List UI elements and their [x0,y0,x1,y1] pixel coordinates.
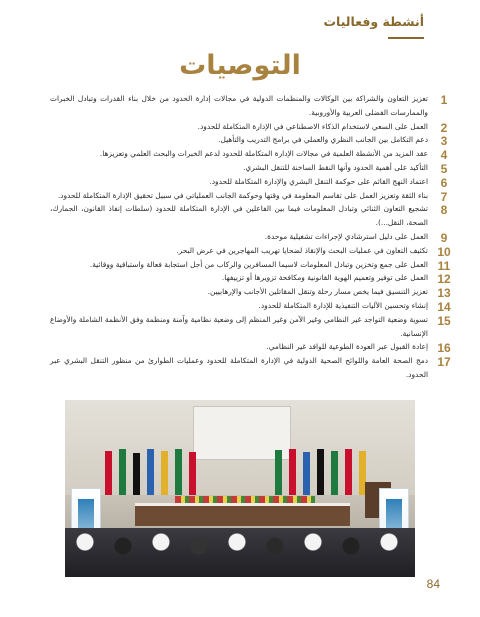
recommendation-text: تعزيز التنسيق فيما يخص مسار رحلة وتنقل المقاتلين الأجانب والإرهابيين. [207,287,428,297]
recommendation-number: 9 [440,230,448,245]
page-number: 84 [426,577,440,591]
recommendation-text: دمج الصحة العامة واللوائح الصحية الدولية في الإدارة المتكاملة للحدود وعمليات الطوارئ من منظور التنقل البشري عبر الحدود. [50,356,428,379]
recommendation-text: العمل على جمع وتخزين وتبادل المعلومات لاسيما المسافرين والركاب من أجل استجابة فعالة واستباقية ووقائية. [89,259,428,269]
conference-photo [65,400,415,577]
photo-head-table [135,503,350,526]
recommendation-item [50,147,448,163]
recommendation-number: 14 [437,299,451,314]
recommendation-number: 6 [440,175,448,190]
recommendation-number: 1 [440,93,448,107]
recommendation-item [50,92,448,120]
recommendation-text: إعادة القبول عبر العودة الطوعية للوافد غير النظامي. [266,342,428,352]
page-title: التوصيات [179,50,301,81]
recommendation-number: 17 [437,355,451,370]
photo-flags [105,445,375,495]
recommendation-item [50,161,448,176]
recommendation-number: 13 [437,286,451,301]
recommendation-text: دعم التكامل بين الجانب النظري والعملي في برامج التدريب والتأهيل. [218,135,428,145]
recommendation-text: إنشاء وتحسين الآليات التنفيذية للإدارة المتكاملة للحدود. [258,300,428,310]
recommendation-item [50,133,448,149]
recommendation-text: اعتماد النهج القائم على حوكمة التنقل البشري والإدارة المتكاملة للحدود. [209,176,428,186]
recommendation-item [50,285,451,301]
section-underline [388,37,424,39]
recommendation-text: عقد المزيد من الأنشطة العلمية في مجالات الإدارة المتكاملة للحدود لدعم الخبرات والبحث العلمي وتعزيزها. [99,149,428,159]
recommendation-number: 5 [440,161,448,176]
recommendation-number: 2 [440,120,448,135]
recommendation-text: بناء الثقة وتعزيز العمل على تقاسم المعلومة في وقتها وحوكمة الجانب العملياتي في سبيل تحقيق الإدارة المتكاملة للحدود. [57,190,428,200]
recommendation-number: 16 [437,341,451,356]
recommendation-number: 7 [440,189,448,204]
recommendation-item [50,230,448,245]
recommendation-text: تكثيف التعاون في عمليات البحث والإنقاذ لضحايا تهريب المهاجرين في عرض البحر. [176,245,428,255]
recommendation-text: العمل على توفير وتعميم الهوية القانونية ومكافحة تزويرها أو تزييفها. [221,273,428,283]
recommendation-item [50,299,451,314]
recommendation-text: تعزيز التعاون والشراكة بين الوكالات والمنظمات الدولية في مجالات إدارة الحدود من خلال بناء القدرات وتبادل الخبرات والممارسات الفضلى العربية والأوروبية. [50,94,428,117]
recommendation-number: 11 [437,258,451,273]
recommendation-number: 3 [440,134,448,149]
recommendation-number: 12 [437,272,451,287]
recommendation-item [50,189,448,204]
recommendation-item [50,120,448,135]
recommendation-item [50,354,451,382]
recommendation-item [50,313,451,341]
recommendation-text: تشجيع التعاون الثنائي وتبادل المعلومات فيما بين الفاعلين في الإدارة المتكاملة للحدود (سلطات إنفاذ القانون، الجمارك، الصحة، النقل...). [50,204,428,228]
recommendation-number: 8 [440,203,448,218]
recommendation-text: التأكيد على أهمية الحدود وأنها النقط الساخنة للتنقل البشري. [243,162,428,172]
recommendation-item [50,340,451,356]
recommendation-item [50,244,451,259]
recommendation-number: 10 [437,244,451,259]
recommendation-number: 15 [437,313,451,328]
recommendation-text: تسوية وضعية التواجد غير النظامي وغير الآمن وغير المنظم إلى وضعية نظامية وآمنة ومنظمة وفق الأنظمة الشاملة والأوضاع الإنسانية. [50,314,428,338]
recommendations-list [50,92,451,382]
photo-audience [65,528,415,577]
recommendation-item [50,258,451,273]
recommendation-text: العمل على دليل استرشادي لإجراءات تشغيلية موحدة. [264,231,428,241]
recommendation-item [50,175,448,190]
recommendation-text: العمل على السعي لاستخدام الذكاء الاصطناعي في الإدارة المتكاملة للحدود. [197,121,428,131]
recommendation-item [50,271,451,287]
recommendation-item [50,202,448,230]
recommendation-number: 4 [440,148,448,163]
section-label: أنشطة وفعاليات [323,14,424,29]
